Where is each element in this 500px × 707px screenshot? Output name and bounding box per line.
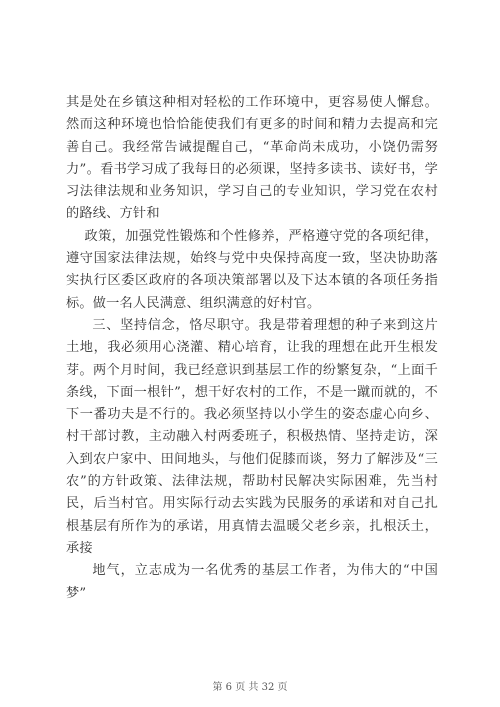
- paragraph-2: 政策，加强党性锻炼和个性修养，严格遵守党的各项纪律，遵守国家法律法规，始终与党中央保持高度一致，坚决协助落实执行区委区政府的各项决策部署以及下达本镇的各项任务指标。做一名人民满意、组织满意的好村官。: [66, 228, 438, 311]
- paragraph-4: 地气，立志成为一名优秀的基层工作者，为伟大的“中国梦”: [66, 563, 438, 601]
- paragraph-3: 三、坚持信念，恪尽职守。我是带着理想的种子来到这片土地，我必须用心浇灌、精心培育，让我的理想在此开生根发芽。两个月时间，我已经意识到基层工作的纷繁复杂，“上面千条线，下面一根针”，想干好农村的工作，不是一蹴而就的，不下一番功夫是不行的。我必须坚持以小学生的姿态虚心向乡、村干部讨教，主动融入村两委班子，积极热情、坚持走访，深入到农户家中、田间地头，与他们促膝而谈，努力了解涉及“三农”的方针政策、法律法规，帮助村民解决实际困难，先当村民，后当村官。用实际行动去实践为民服务的承诺和对自己扎根基层有所作为的承诺，用真情去温暖父老乡亲，扎根沃土，承接: [66, 317, 438, 556]
- page-number-footer: 第 6 页 共 32 页: [212, 682, 288, 693]
- document-body: [66, 92, 438, 605]
- paragraph-1: 其是处在乡镇这种相对轻松的工作环境中，更容易使人懈怠。然而这种环境也恰恰能使我们有更多的时间和精力去提高和完善自己。我经常告诫提醒自己，“革命尚未成功，小饶仍需努力”。看书学习成了我每日的必须课，坚持多读书、读好书，学习法律法规和业务知识，学习自己的专业知识，学习党在农村的路线、方针和: [66, 95, 438, 222]
